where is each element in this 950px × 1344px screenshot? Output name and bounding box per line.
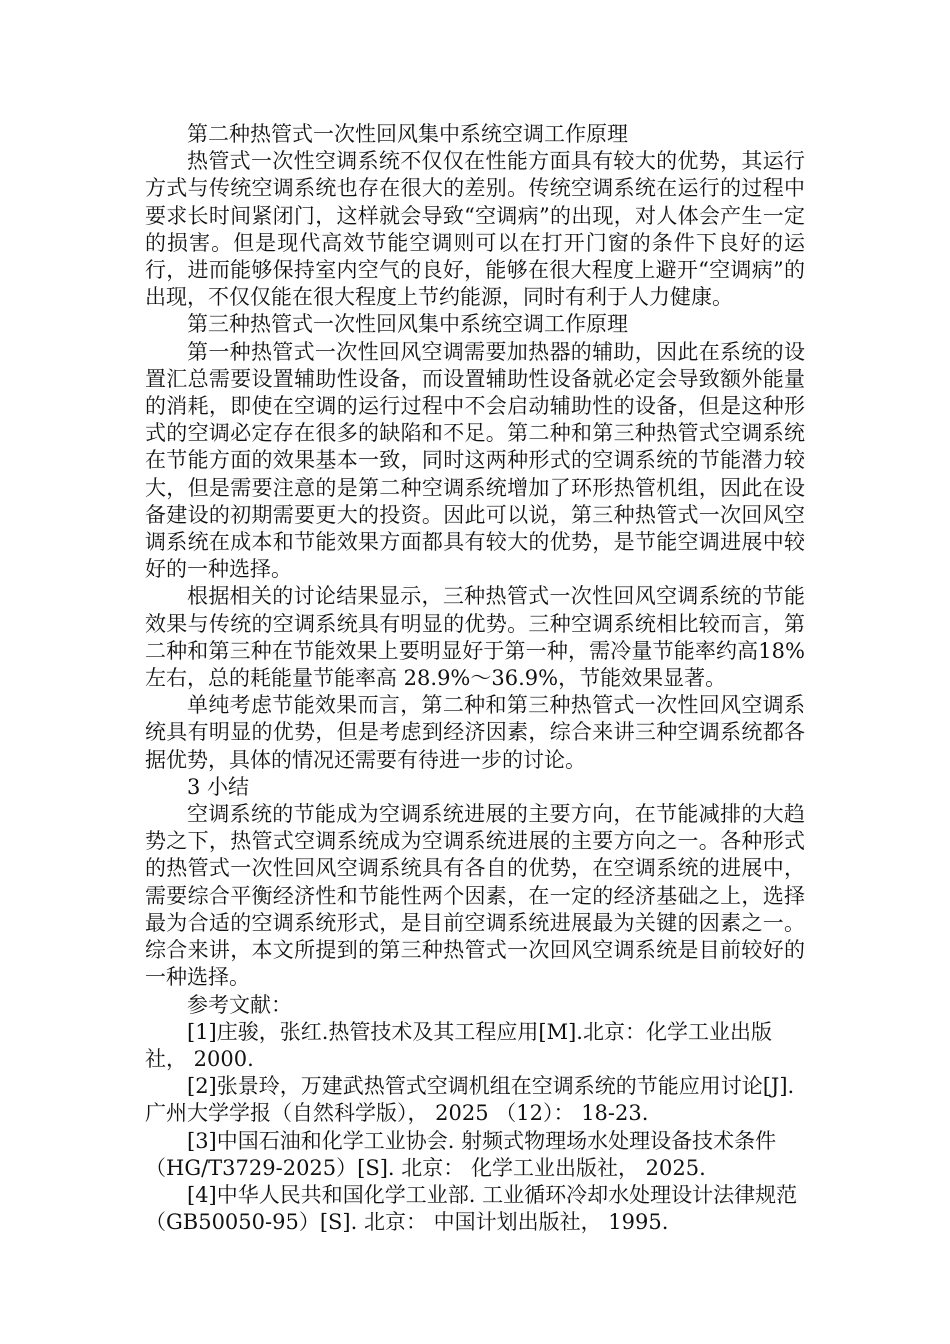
document-body xyxy=(145,121,805,1236)
reference-item-4: [4]中华人民共和国化学工业部. 工业循环冷却水处理设计法律规范（GB50050-95）[S]. 北京： 中国计划出版社， 1995. xyxy=(145,1182,798,1235)
section-title-summary: 3 小结 xyxy=(187,774,250,799)
paragraph-economics: 单纯考虑节能效果而言，第二种和第三种热管式一次性回风空调系统具有明显的优势，但是考虑到经济因素，综合来讲三种空调系统都各据优势，具体的情况还需要有待进一步的讨论。 xyxy=(145,693,805,772)
heading-third-type: 第三种热管式一次性回风集中系统空调工作原理 xyxy=(187,312,628,337)
reference-item-2: [2]张景玲，万建武热管式空调机组在空调系统的节能应用讨论[J].广州大学学报（自然科学版）， 2025 （12）： 18-23. xyxy=(145,1074,795,1126)
paragraph-second-type: 热管式一次性空调系统不仅仅在性能方面具有较大的优势，其运行方式与传统空调系统也存在很大的差别。传统空调系统在运行的过程中要求长时间紧闭门，这样就会导致“空调病”的出现，对人体会产生一定的损害。但是现代高效节能空调则可以在打开门窗的条件下良好的运行，进而能够保持室内空气的良好，能够在很大程度上避开“空调病”的出现，不仅仅能在很大程度上节约能源，同时有利于人力健康。 xyxy=(145,149,805,310)
reference-item-1: [1]庄骏，张红.热管技术及其工程应用[M].北京：化学工业出版社， 2000. xyxy=(145,1019,772,1071)
paragraph-third-type: 第一种热管式一次性回风空调需要加热器的辅助，因此在系统的设置汇总需要设置辅助性设备，而设置辅助性设备就必定会导致额外能量的消耗，即使在空调的运行过程中不会启动辅助性的设备，但是这种形式的空调必定存在很多的缺陷和不足。第二种和第三种热管式空调系统在节能方面的效果基本一致，同时这两种形式的空调系统的节能潜力较大，但是需要注意的是第二种空调系统增加了环形热管机组，因此在设备建设的初期需要更大的投资。因此可以说，第三种热管式一次回风空调系统在成本和节能效果方面都具有较大的优势，是节能空调进展中较好的一种选择。 xyxy=(145,339,805,582)
heading-second-type: 第二种热管式一次性回风集中系统空调工作原理 xyxy=(187,122,628,146)
reference-item-3: [3]中国石油和化学工业协会. 射频式物理场水处理设备技术条件（HG/T3729-2025）[S]. 北京： 化学工业出版社， 2025. xyxy=(145,1128,777,1180)
paragraph-summary: 空调系统的节能成为空调系统进展的主要方向，在节能减排的大趋势之下，热管式空调系统成为空调系统进展的主要方向之一。各种形式的热管式一次性回风空调系统具有各自的优势，在空调系统的进展中，需要综合平衡经济性和节能性两个因素，在一定的经济基础之上，选择最为合适的空调系统形式，是目前空调系统进展最为关键的因素之一。综合来讲，本文所提到的第三种热管式一次回风空调系统是目前较好的一种选择。 xyxy=(145,802,805,990)
paragraph-comparison: 根据相关的讨论结果显示，三种热管式一次性回风空调系统的节能效果与传统的空调系统具有明显的优势。三种空调系统相比较而言，第二种和第三种在节能效果上要明显好于第一种，需冷量节能率约高18%左右，总的耗能量节能率高 28.9%～36.9%，节能效果显著。 xyxy=(145,584,805,691)
references-title: 参考文献： xyxy=(187,992,292,1017)
